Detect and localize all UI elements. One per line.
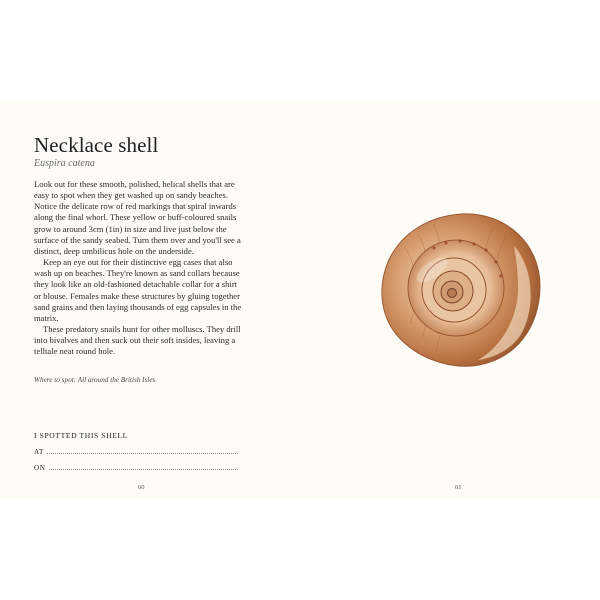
book-spread [0, 100, 600, 498]
right-page [300, 100, 600, 498]
page-number-left: 60 [138, 484, 145, 491]
description-text [34, 179, 244, 358]
where-to-spot: Where to spot: All around the British Isles [34, 376, 156, 384]
latin-name: Euspira catena [34, 158, 95, 169]
page-number-right: 61 [455, 484, 462, 491]
spotted-on-field [34, 462, 236, 472]
page-title: Necklace shell [34, 133, 159, 157]
at-label: AT [34, 448, 44, 456]
on-dotted-line [49, 468, 236, 470]
necklace-shell-illustration [374, 206, 546, 370]
shell-apex [448, 289, 457, 298]
paragraph: These predatory snails hunt for other molluscs. They drill into bivalves and then suck out their soft insides, leaving a telltale neat round hole. [34, 324, 241, 357]
spotted-at-field [34, 446, 236, 456]
left-page [0, 100, 300, 498]
paragraph: Keep an eye out for their distinctive egg cases that also wash up on beaches. They're known as sand collars because they look like an old-fashioned detachable collar for a shirt or blouse. Females make these structures by gluing together sand grains and then laying thousands of egg capsules in the matrix. [34, 257, 242, 323]
on-label: ON [34, 464, 46, 472]
at-dotted-line [47, 452, 236, 454]
spotted-heading: I SPOTTED THIS SHELL [34, 431, 128, 440]
paragraph: Look out for these smooth, polished, helical shells that are easy to spot when they get washed up on sandy beaches. Notice the delicate row of red markings that spiral inwards along the final whorl. These yellow or buff-coloured snails grow to around 3cm (1in) in size and live just below the surface of the sandy seabed. Turn them over and you'll see a distinct, deep umbilicus hole on the underside. [34, 179, 241, 256]
